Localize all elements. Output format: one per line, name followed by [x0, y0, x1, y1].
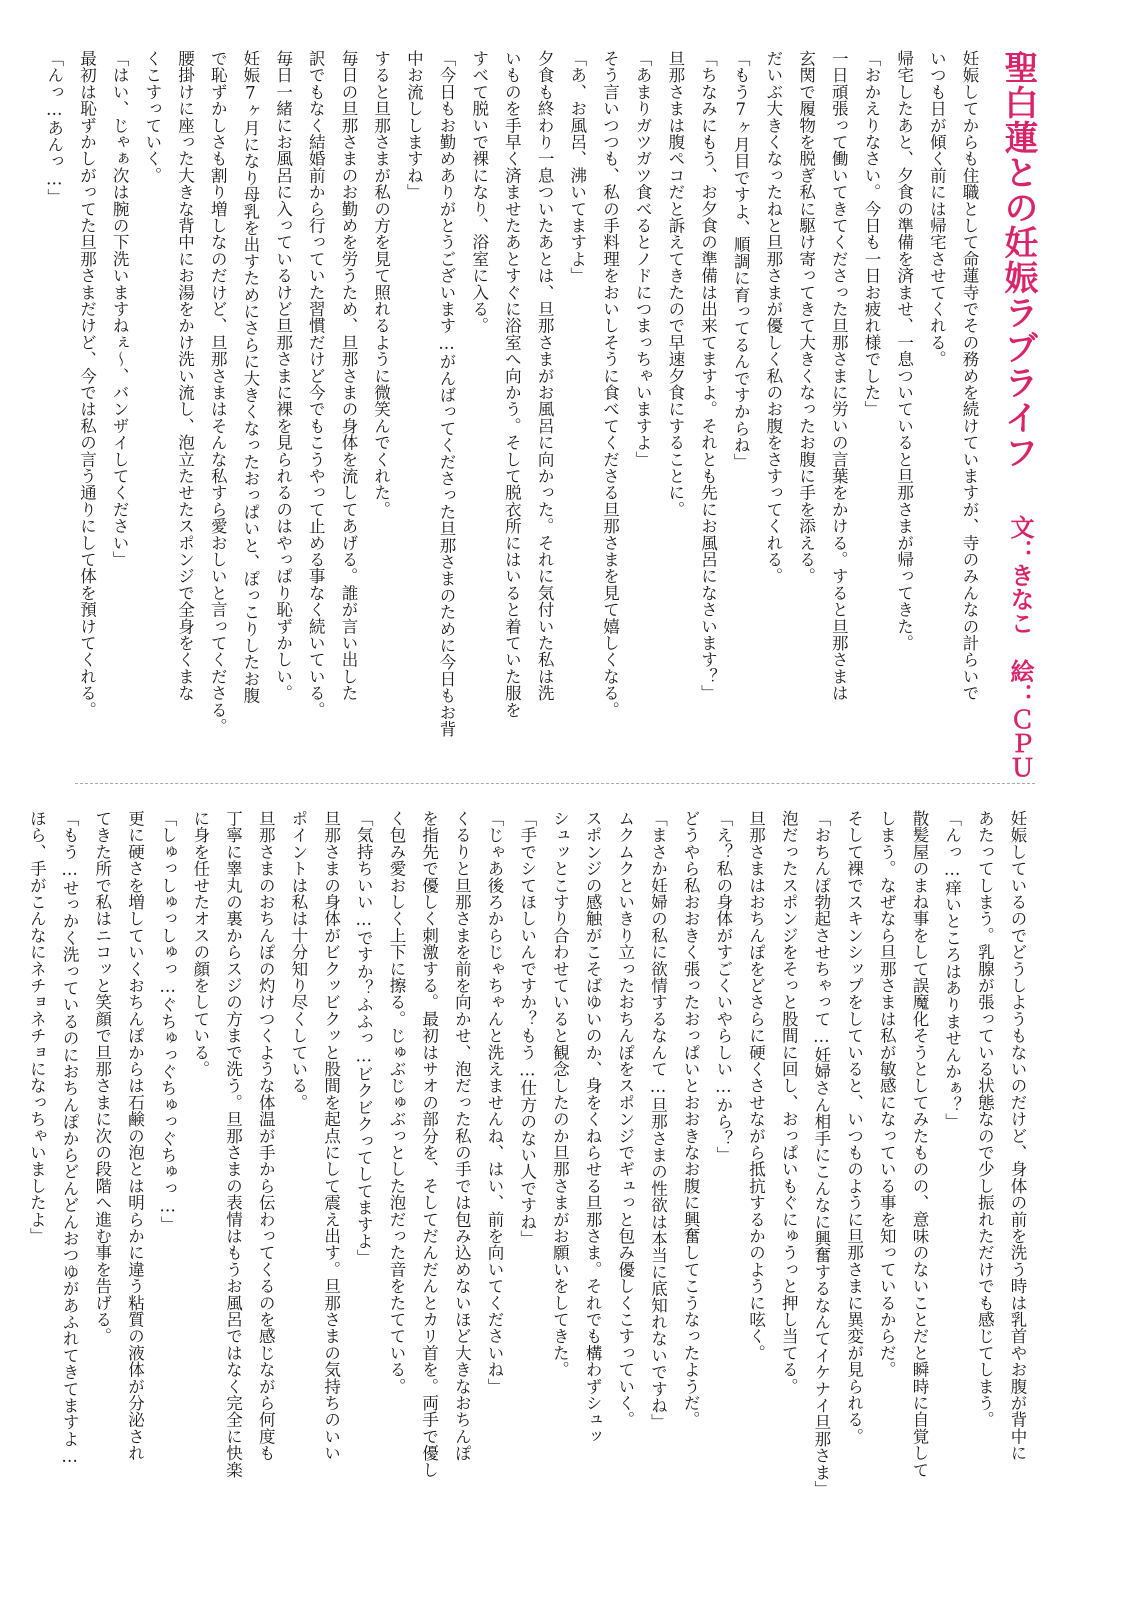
text-line: いものを手早く済ませたあとすぐに浴室へ向かう。そして脱衣所にはいると着ていた服を [502, 50, 522, 718]
text-line: すべて脱いで裸になり、浴室に入る。 [469, 50, 489, 334]
text-line: 「気持ちいい…ですか？ふふっ…ビクビクってしてますよ」 [354, 810, 374, 1266]
text-line: を指先で優しく刺激する。最初はサオの部分を、そしてだんだんとカリ首を。両手で優し [419, 810, 439, 1478]
text-line: 妊娠7ヶ月になり母乳を出すためにさらに大きくなったおっぱいと、ぽっこりしたお腹 [240, 50, 260, 704]
story-title: 聖白蓮との妊娠ラブライフ [998, 50, 1038, 470]
text-line: 「え？私の身体がすごくいやらしい…から？」 [713, 810, 733, 1164]
text-line: ほら、手がこんなにネチョネチョになっちゃいましたよ」 [27, 810, 47, 1245]
text-line: 「じゃあ後ろからじゃちゃんと洗えませんね、はい、前を向いてくださいね」 [485, 810, 504, 1395]
text-line: 玄関で履物を脱ぎ私に駆け寄ってきて大きくなったお腹に手を添える。 [796, 50, 816, 585]
text-line: 「しゅっしゅっしゅっ…ぐちゅっぐちゅっぐちゅっ…」 [158, 810, 178, 1233]
bottom-text-block [0, 810, 1033, 1550]
text-line: 「もう7ヶ月目ですよ、順調に育ってるんですからね」 [731, 50, 751, 470]
text-line: ムクムクといきり立ったおちんぽをスポンジでギュっと包み優しくこすっていく。 [615, 810, 635, 1428]
text-line: 「おちんぽ勃起させちゃって…妊婦さん相手にこんなに興奮するなんてイケナイ旦那さま」 [811, 810, 831, 1498]
text-line: 最初は恥ずかしがってた旦那さまだけど、今では私の言う通りにして体を預けてくれる。 [77, 50, 97, 718]
text-line: ポイントは私は十分知り尽くしている。 [288, 810, 308, 1111]
text-line: 妊娠しているのでどうしようもないのだけど、身体の前を洗う時は乳首やお腹が背中に [1008, 810, 1027, 1462]
text-line: 帰宅したあと、夕食の準備を済ませ、一息ついていると旦那さまが帰ってきた。 [894, 50, 914, 652]
text-line: シュッとこすり合わせていると観念したのか旦那さまがお願いをしてきた。 [550, 810, 570, 1378]
text-line: あたってしまう。乳腺が張っている状態なので少し振れただけでも感じてしまう。 [975, 810, 995, 1428]
text-line: 「今日もお勤めありがとうございます…がんばってくださった旦那さまのために今日もお背 [437, 50, 456, 738]
text-line: で恥ずかしさも割り増しなのだけど、旦那さまはそんな私すら愛おしいと言ってくださる。 [208, 50, 228, 735]
text-line: 「手でシてほしいんですか？もう…仕方のない人ですね」 [517, 810, 537, 1247]
text-line: 丁寧に睾丸の裏からスジの方まで洗う。旦那さまの表情はもうお風呂ではなく完全に快楽 [223, 810, 243, 1478]
text-line: くるりと旦那さまを前を向かせ、泡だった私の手では包み込めないほど大きなおちんぽ [452, 810, 472, 1462]
text-line: 「んっ…あんっ…」 [44, 50, 64, 206]
text-line: く包み愛おしく上下に擦る。じゅぶじゅぶっとした泡だった音をたてている。 [386, 810, 406, 1395]
text-line: スポンジの感触がこそばゆいのか、身をくねらせる旦那さま。それでも構わずシュッ [583, 810, 603, 1445]
text-line: 妊娠してからも住職として命蓮寺でその務めを続けていますが、寺のみんなの計らいで [960, 50, 979, 702]
text-line: だいぶ大きくなったねと旦那さまが優しく私のお腹をさすってくれる。 [763, 50, 783, 585]
text-line: 腰掛けに座った大きな背中にお湯をかけ洗い流し、泡立たせたスポンジで全身をくまな [175, 50, 195, 702]
text-line: 散髪屋のまね事をして誤魔化そうとしてみたものの、意味のないことだと瞬時に自覚して [909, 810, 929, 1478]
text-line: 更に硬さを増していくおちんぽからは石鹸の泡とは明らかに違う粘質の液体が分泌され [125, 810, 145, 1462]
text-line: 夕食も終わり一息ついたあとは、旦那さまがお風呂に向かった。それに気付いた私は洗 [535, 50, 555, 702]
text-line: そう言いつつも、私の手料理をおいしそうに食べてくださる旦那さまを見て嬉しくなる。 [600, 50, 620, 718]
text-line: 「んっ…痒いところはありませんかぁ？」 [942, 810, 962, 1130]
text-line: そして裸でスキンシップをしていると、いつものように旦那さまに異変が見られる。 [844, 810, 864, 1445]
text-line: くこすっていく。 [142, 50, 162, 184]
text-line: 「ちなみにもう、お夕食の準備は出来てますよ。それとも先にお風呂になさいます？」 [698, 50, 718, 702]
text-line: 旦那さまの身体がビクッビクッと股間を起点にして震え出す。旦那さまの気持ちのいい [321, 810, 341, 1462]
section-divider [75, 783, 1035, 784]
text-line: 旦那さまは腹ペコだと訴えてきたので早速夕食にすることに。 [665, 50, 685, 518]
text-line: 「あ、お風呂、沸いてますよ」 [567, 50, 587, 284]
text-line: 泡だったスポンジをそっと股間に回し、おっぱいもぐにゅうっと押し当てる。 [779, 810, 799, 1395]
text-line: 中お流ししますね」 [404, 50, 424, 201]
text-line: 旦那さまはおちんぽをどさらに硬くさせながら抵抗するかのように呟く。 [746, 810, 766, 1362]
text-line: いつも日が傾く前には帰宅させてくれる。 [927, 50, 947, 368]
top-text-block [0, 50, 985, 750]
text-line: しまう。なぜなら旦那さまは私が敏感になっている事を知っているからだ。 [877, 810, 897, 1378]
text-line: 「あまりガツガツ食べるとノドにつまっちゃいますよ」 [633, 50, 653, 468]
text-line: 旦那さまのおちんぽの灼けつくような体温が手から伝わってくるのを感じながら何度も [256, 810, 276, 1462]
text-line: 訳でもなく結婚前から行っていた習慣だけど今でもこうやって止める事なく続いている。 [306, 50, 326, 718]
text-line: に身を任せたオスの顔をしている。 [190, 810, 210, 1078]
text-line: 「もう…せっかく洗っているのにおちんぽからどんどんおつゆがあふれてきてますよ… [60, 810, 80, 1467]
text-line: 「おかえりなさい。今日も一日お疲れ様でした」 [861, 50, 881, 418]
author-credit: 文：きなこ 絵：ＣＰＵ [1006, 515, 1034, 779]
text-line: てきた所で私はニコッと笑顔で旦那さまに次の段階へ進む事を告げる。 [92, 810, 112, 1345]
text-line: 「はい、じゃぁ次は腕の下洗いますねぇ～、バンザイしてください」 [110, 50, 130, 568]
text-line: 毎日の旦那さまのお勤めを労うため、旦那さまの身体を流してあげる。誰が言い出した [338, 50, 358, 702]
text-line: すると旦那さまが私の方を見て照れるように微笑んでくれた。 [371, 50, 391, 518]
text-line: 「まさか妊婦の私に欲情するなんて…旦那さまの性欲は本当に底知れないですね」 [648, 810, 668, 1431]
text-line: 毎日一緒にお風呂に入っているけど旦那さまに裸を見られるのはやっぱり恥ずかしい。 [273, 50, 293, 702]
text-line: どうやら私おおきく張ったおっぱいとおおきなお腹に興奮してこうなったようだ。 [681, 810, 701, 1428]
text-line: 一日頑張って働いてきてくださった旦那さまに労いの言葉をかける。すると旦那さまは [829, 50, 849, 702]
